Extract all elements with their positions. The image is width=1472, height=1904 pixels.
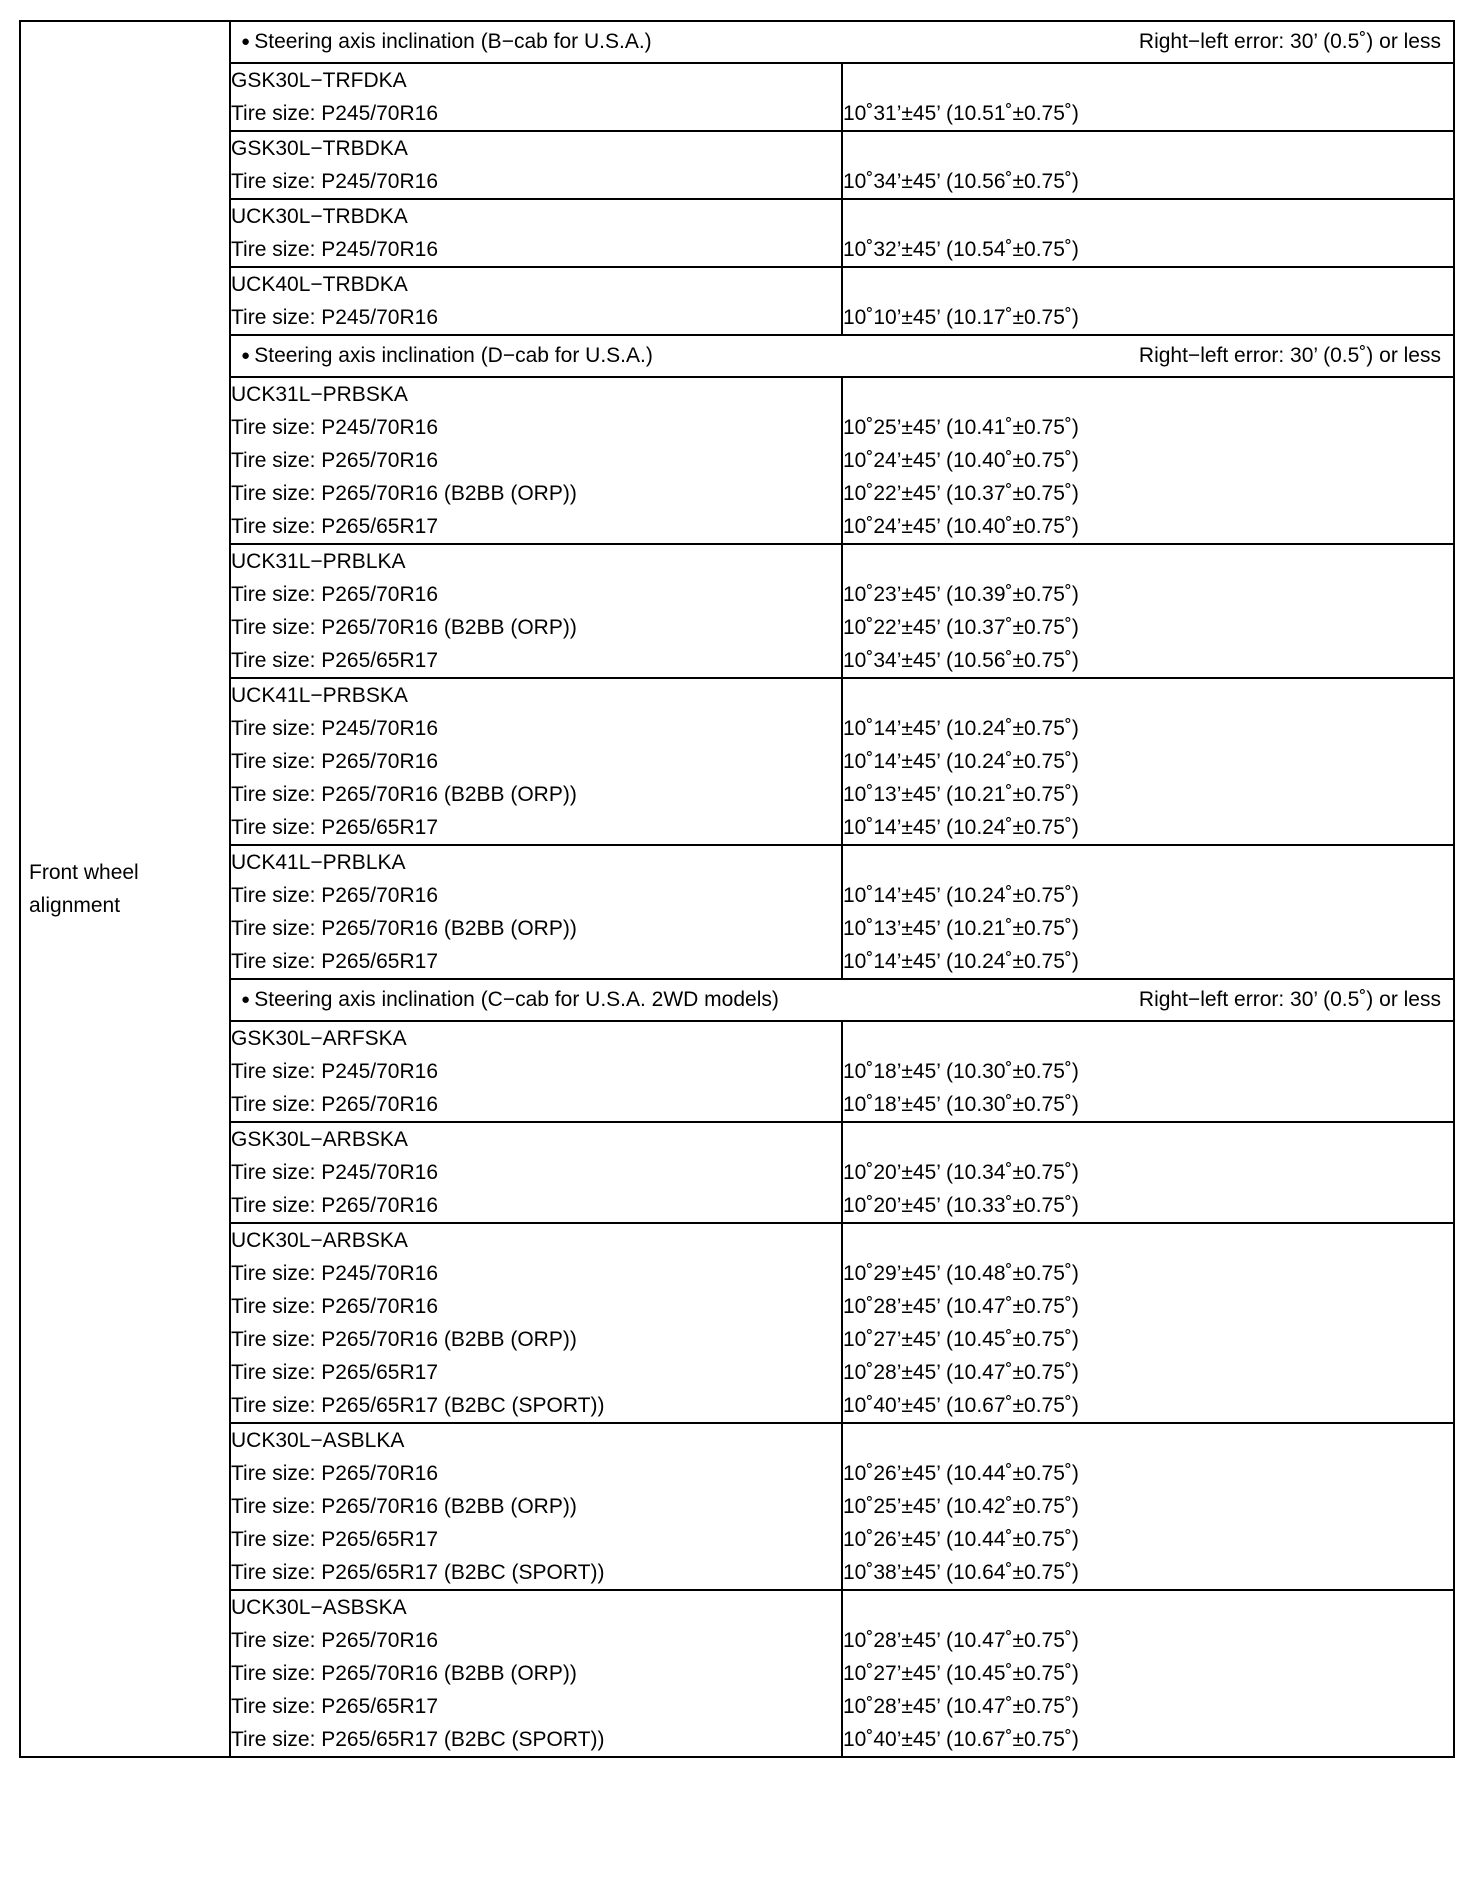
inclination-value: 10˚27’±45’ (10.45˚±0.75˚) — [843, 1662, 1079, 1685]
tire-size: Tire size: P265/70R16 — [231, 1629, 438, 1652]
model-cell — [230, 1021, 842, 1122]
section-header-row — [20, 21, 1454, 63]
inclination-value: 10˚26’±45’ (10.44˚±0.75˚) — [843, 1462, 1079, 1485]
model-cell — [230, 1590, 842, 1757]
model-code: GSK30L−ARFSKA — [231, 1027, 407, 1050]
tire-size: Tire size: P245/70R16 — [231, 416, 438, 439]
model-row — [20, 199, 1454, 267]
inclination-value: 10˚27’±45’ (10.45˚±0.75˚) — [843, 1328, 1079, 1351]
model-row — [20, 1122, 1454, 1223]
row-label: Front wheel alignment — [29, 861, 139, 917]
tire-size: Tire size: P265/65R17 — [231, 515, 438, 538]
inclination-value: 10˚14’±45’ (10.24˚±0.75˚) — [843, 717, 1079, 740]
inclination-value: 10˚22’±45’ (10.37˚±0.75˚) — [843, 482, 1079, 505]
model-code: GSK30L−ARBSKA — [231, 1128, 408, 1151]
value-cell — [842, 267, 1454, 335]
inclination-value: 10˚28’±45’ (10.47˚±0.75˚) — [843, 1629, 1079, 1652]
model-cell — [230, 63, 842, 131]
model-cell — [230, 845, 842, 979]
section-error-tolerance: Right−left error: 30’ (0.5˚) or less — [1138, 344, 1441, 367]
model-code: UCK30L−ASBSKA — [231, 1596, 407, 1619]
inclination-value: 10˚24’±45’ (10.40˚±0.75˚) — [843, 449, 1079, 472]
tire-size: Tire size: P265/70R16 (B2BB (ORP)) — [231, 616, 577, 639]
inclination-value: 10˚31’±45’ (10.51˚±0.75˚) — [843, 102, 1079, 125]
inclination-value: 10˚14’±45’ (10.24˚±0.75˚) — [843, 884, 1079, 907]
value-spacer — [843, 846, 1453, 879]
inclination-value: 10˚38’±45’ (10.64˚±0.75˚) — [843, 1561, 1079, 1584]
model-code: UCK41L−PRBLKA — [231, 851, 406, 874]
model-row — [20, 1223, 1454, 1423]
inclination-value: 10˚34’±45’ (10.56˚±0.75˚) — [843, 649, 1079, 672]
tire-size: Tire size: P265/65R17 — [231, 1695, 438, 1718]
value-cell — [842, 845, 1454, 979]
tire-size: Tire size: P265/70R16 (B2BB (ORP)) — [231, 1328, 577, 1351]
model-code: UCK31L−PRBSKA — [231, 383, 408, 406]
tire-size: Tire size: P265/70R16 — [231, 884, 438, 907]
inclination-value: 10˚20’±45’ (10.34˚±0.75˚) — [843, 1161, 1079, 1184]
tire-size: Tire size: P245/70R16 — [231, 238, 438, 261]
value-spacer — [843, 132, 1453, 165]
model-cell — [230, 1122, 842, 1223]
tire-size: Tire size: P265/70R16 (B2BB (ORP)) — [231, 917, 577, 940]
tire-size: Tire size: P245/70R16 — [231, 1060, 438, 1083]
inclination-value: 10˚32’±45’ (10.54˚±0.75˚) — [843, 238, 1079, 261]
section-header-row — [20, 979, 1454, 1021]
tire-size: Tire size: P265/65R17 (B2BC (SPORT)) — [231, 1394, 605, 1417]
value-spacer — [843, 1424, 1453, 1457]
section-header — [230, 335, 1454, 377]
row-label-cell — [20, 21, 230, 1757]
model-cell — [230, 544, 842, 678]
inclination-value: 10˚23’±45’ (10.39˚±0.75˚) — [843, 583, 1079, 606]
model-row — [20, 845, 1454, 979]
model-cell — [230, 267, 842, 335]
model-cell — [230, 377, 842, 544]
tire-size: Tire size: P245/70R16 — [231, 1161, 438, 1184]
tire-size: Tire size: P265/65R17 — [231, 950, 438, 973]
inclination-value: 10˚18’±45’ (10.30˚±0.75˚) — [843, 1093, 1079, 1116]
value-cell — [842, 1122, 1454, 1223]
model-cell — [230, 199, 842, 267]
tire-size: Tire size: P265/70R16 — [231, 449, 438, 472]
value-spacer — [843, 1123, 1453, 1156]
model-cell — [230, 1223, 842, 1423]
tire-size: Tire size: P265/70R16 — [231, 1295, 438, 1318]
section-error-tolerance: Right−left error: 30’ (0.5˚) or less — [1138, 988, 1441, 1011]
tire-size: Tire size: P245/70R16 — [231, 102, 438, 125]
model-row — [20, 63, 1454, 131]
inclination-value: 10˚10’±45’ (10.17˚±0.75˚) — [843, 306, 1079, 329]
tire-size: Tire size: P265/65R17 — [231, 1361, 438, 1384]
tire-size: Tire size: P265/70R16 — [231, 1194, 438, 1217]
value-spacer — [843, 1224, 1453, 1257]
inclination-value: 10˚29’±45’ (10.48˚±0.75˚) — [843, 1262, 1079, 1285]
value-spacer — [843, 679, 1453, 712]
section-header-row — [20, 335, 1454, 377]
model-row — [20, 1423, 1454, 1590]
value-cell — [842, 1423, 1454, 1590]
model-row — [20, 544, 1454, 678]
inclination-value: 10˚28’±45’ (10.47˚±0.75˚) — [843, 1295, 1079, 1318]
value-cell — [842, 63, 1454, 131]
value-spacer — [843, 268, 1453, 301]
tire-size: Tire size: P265/70R16 — [231, 750, 438, 773]
value-cell — [842, 678, 1454, 845]
inclination-value: 10˚14’±45’ (10.24˚±0.75˚) — [843, 816, 1079, 839]
inclination-value: 10˚28’±45’ (10.47˚±0.75˚) — [843, 1361, 1079, 1384]
inclination-value: 10˚20’±45’ (10.33˚±0.75˚) — [843, 1194, 1079, 1217]
inclination-value: 10˚25’±45’ (10.42˚±0.75˚) — [843, 1495, 1079, 1518]
model-row — [20, 131, 1454, 199]
inclination-value: 10˚14’±45’ (10.24˚±0.75˚) — [843, 750, 1079, 773]
inclination-value: 10˚22’±45’ (10.37˚±0.75˚) — [843, 616, 1079, 639]
tire-size: Tire size: P265/70R16 (B2BB (ORP)) — [231, 1662, 577, 1685]
value-cell — [842, 1021, 1454, 1122]
value-cell — [842, 1223, 1454, 1423]
model-cell — [230, 1423, 842, 1590]
section-title: ● Steering axis inclination (D−cab for U.S.A.) — [241, 344, 653, 368]
value-cell — [842, 199, 1454, 267]
value-cell — [842, 1590, 1454, 1757]
section-title: ● Steering axis inclination (C−cab for U.S.A. 2WD models) — [241, 988, 779, 1012]
inclination-value: 10˚13’±45’ (10.21˚±0.75˚) — [843, 917, 1079, 940]
value-spacer — [843, 545, 1453, 578]
value-spacer — [843, 200, 1453, 233]
model-row — [20, 1021, 1454, 1122]
tire-size: Tire size: P265/70R16 (B2BB (ORP)) — [231, 783, 577, 806]
model-row — [20, 1590, 1454, 1757]
value-cell — [842, 131, 1454, 199]
model-code: UCK41L−PRBSKA — [231, 684, 408, 707]
inclination-value: 10˚18’±45’ (10.30˚±0.75˚) — [843, 1060, 1079, 1083]
tire-size: Tire size: P245/70R16 — [231, 1262, 438, 1285]
inclination-value: 10˚25’±45’ (10.41˚±0.75˚) — [843, 416, 1079, 439]
tire-size: Tire size: P265/70R16 — [231, 1093, 438, 1116]
inclination-value: 10˚24’±45’ (10.40˚±0.75˚) — [843, 515, 1079, 538]
value-cell — [842, 377, 1454, 544]
model-row — [20, 267, 1454, 335]
tire-size: Tire size: P245/70R16 — [231, 717, 438, 740]
tire-size: Tire size: P265/65R17 — [231, 649, 438, 672]
tire-size: Tire size: P265/70R16 (B2BB (ORP)) — [231, 482, 577, 505]
tire-size: Tire size: P265/65R17 (B2BC (SPORT)) — [231, 1561, 605, 1584]
tire-size: Tire size: P245/70R16 — [231, 306, 438, 329]
tire-size: Tire size: P265/70R16 (B2BB (ORP)) — [231, 1495, 577, 1518]
inclination-value: 10˚40’±45’ (10.67˚±0.75˚) — [843, 1394, 1079, 1417]
inclination-value: 10˚28’±45’ (10.47˚±0.75˚) — [843, 1695, 1079, 1718]
model-code: GSK30L−TRBDKA — [231, 137, 408, 160]
section-header — [230, 21, 1454, 63]
section-header — [230, 979, 1454, 1021]
tire-size: Tire size: P265/70R16 — [231, 583, 438, 606]
value-spacer — [843, 64, 1453, 97]
model-code: UCK30L−ASBLKA — [231, 1429, 405, 1452]
model-code: UCK31L−PRBLKA — [231, 550, 406, 573]
section-error-tolerance: Right−left error: 30’ (0.5˚) or less — [1138, 30, 1441, 53]
tire-size: Tire size: P265/65R17 — [231, 1528, 438, 1551]
model-code: GSK30L−TRFDKA — [231, 69, 407, 92]
inclination-value: 10˚14’±45’ (10.24˚±0.75˚) — [843, 950, 1079, 973]
value-cell — [842, 544, 1454, 678]
inclination-value: 10˚40’±45’ (10.67˚±0.75˚) — [843, 1728, 1079, 1751]
value-spacer — [843, 1591, 1453, 1624]
tire-size: Tire size: P245/70R16 — [231, 170, 438, 193]
model-row — [20, 377, 1454, 544]
tire-size: Tire size: P265/70R16 — [231, 1462, 438, 1485]
section-title: ● Steering axis inclination (B−cab for U.S.A.) — [241, 30, 652, 54]
model-cell — [230, 131, 842, 199]
value-spacer — [843, 378, 1453, 411]
model-row — [20, 678, 1454, 845]
model-cell — [230, 678, 842, 845]
tire-size: Tire size: P265/65R17 (B2BC (SPORT)) — [231, 1728, 605, 1751]
model-code: UCK30L−ARBSKA — [231, 1229, 408, 1252]
alignment-spec-table — [19, 20, 1455, 1758]
value-spacer — [843, 1022, 1453, 1055]
inclination-value: 10˚34’±45’ (10.56˚±0.75˚) — [843, 170, 1079, 193]
tire-size: Tire size: P265/65R17 — [231, 816, 438, 839]
model-code: UCK40L−TRBDKA — [231, 273, 408, 296]
inclination-value: 10˚26’±45’ (10.44˚±0.75˚) — [843, 1528, 1079, 1551]
model-code: UCK30L−TRBDKA — [231, 205, 408, 228]
inclination-value: 10˚13’±45’ (10.21˚±0.75˚) — [843, 783, 1079, 806]
